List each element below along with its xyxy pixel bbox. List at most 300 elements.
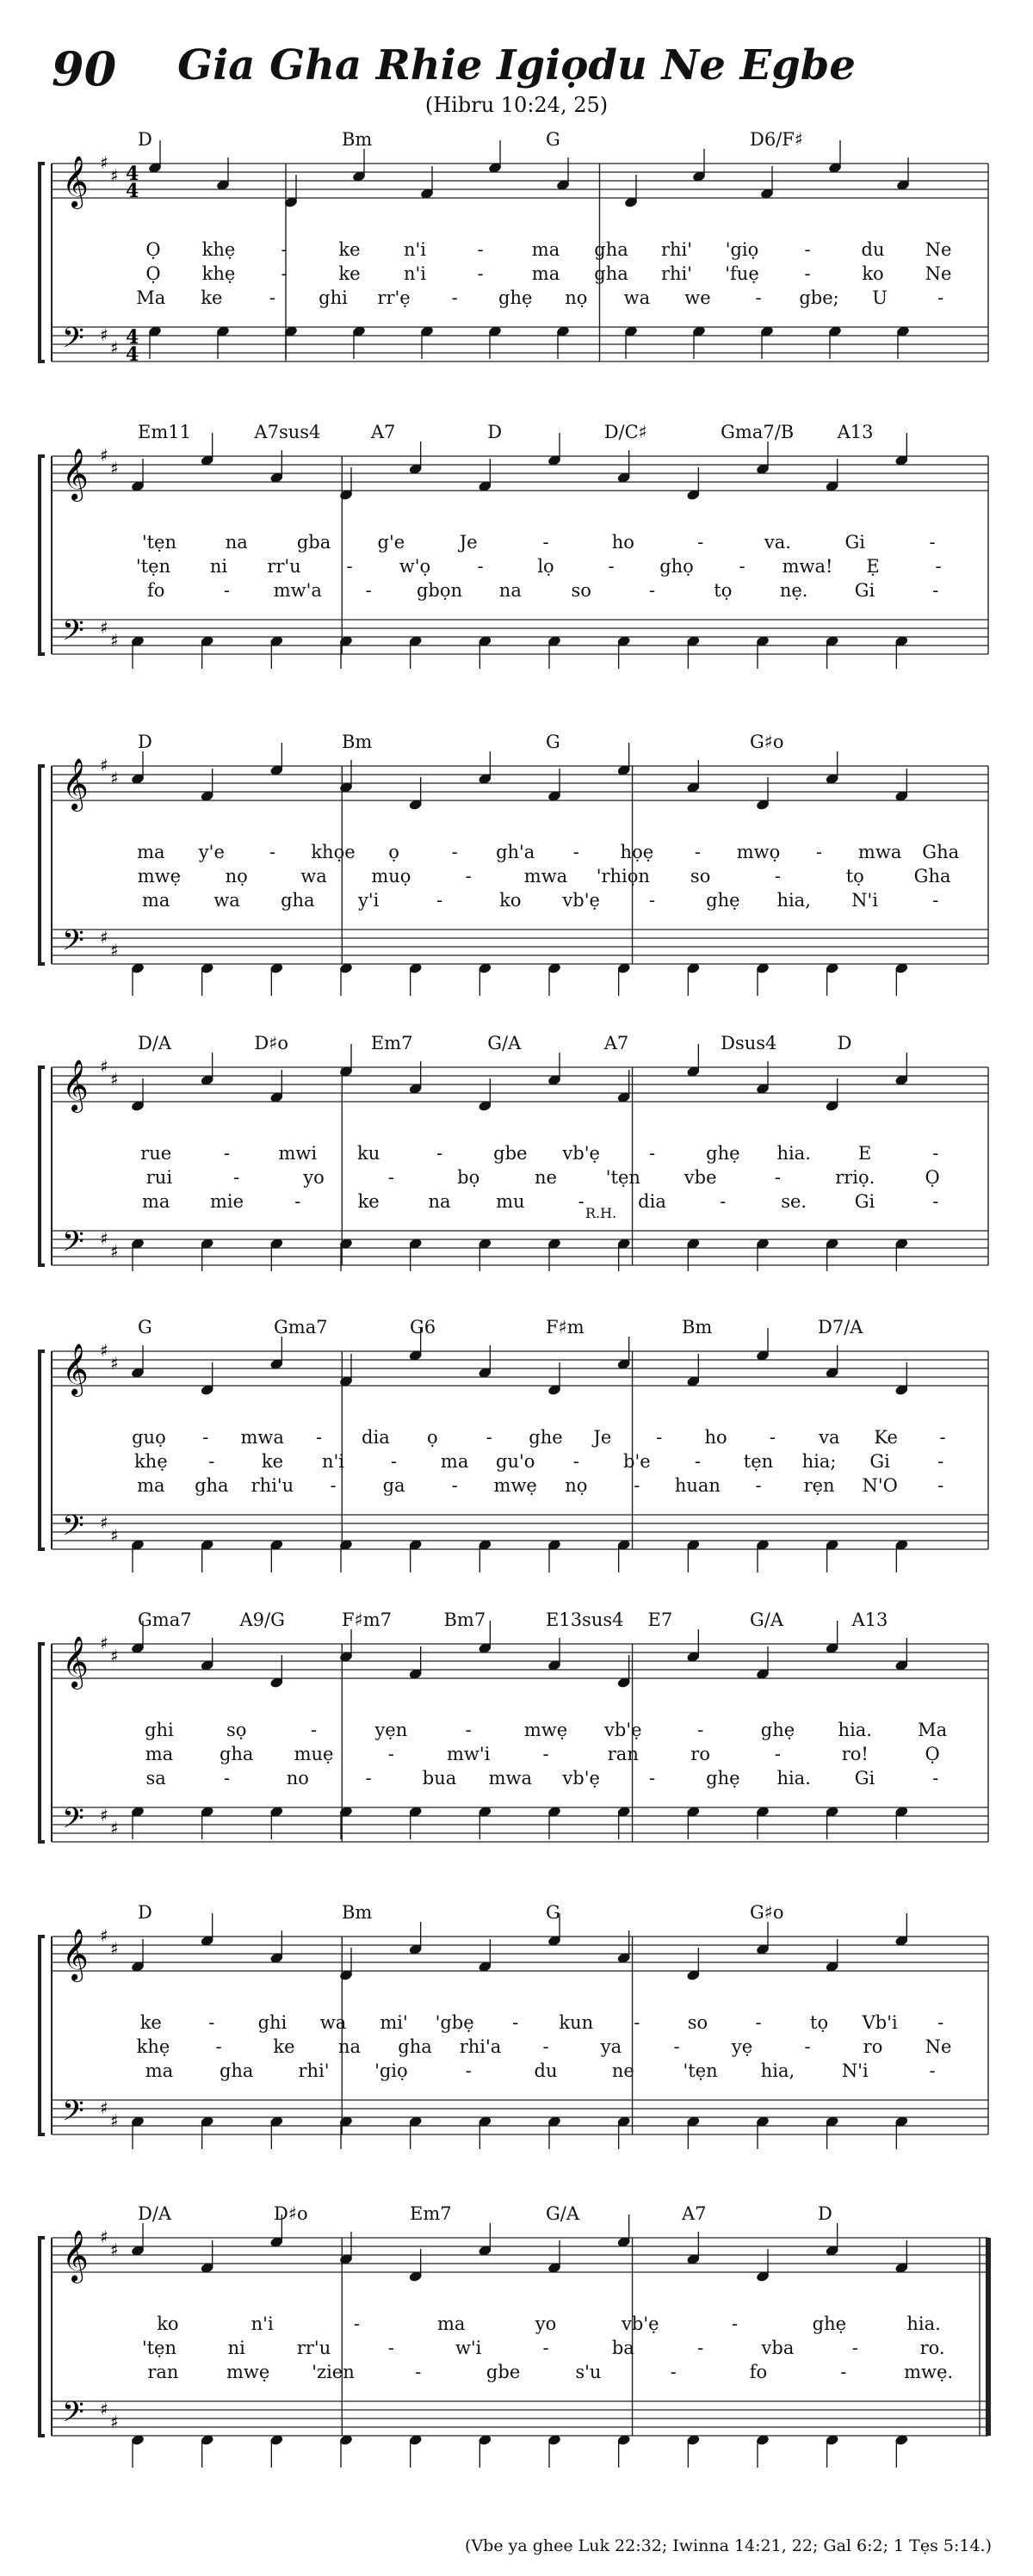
sharp-icon: ♯ (110, 2110, 119, 2131)
lyric-syllable: mwẹ (493, 1475, 537, 1496)
lyric-syllable: - (542, 1744, 549, 1764)
lyric-syllable: ke (338, 239, 361, 260)
lyric-syllable: ghẹ (812, 2313, 847, 2334)
lyric-syllable: gha (219, 1744, 254, 1764)
lyric-syllable: - (269, 842, 275, 862)
lyric-syllable: khọe (311, 842, 356, 862)
lyric-syllable: ro! (841, 1744, 869, 1764)
lyric-syllable: huan (674, 1475, 721, 1496)
lyric-syllable: - (804, 239, 811, 260)
lyric-syllable: Ọ (925, 1744, 940, 1764)
lyric-syllable: nọ (565, 287, 588, 308)
lyric-syllable: - (477, 239, 484, 260)
lyric-syllable: mwa (857, 842, 902, 862)
lyric-syllable: - (281, 239, 288, 260)
sharp-icon: ♯ (110, 1646, 119, 1666)
lyric-syllable: - (391, 1451, 398, 1472)
lyric-syllable: ke (273, 2036, 295, 2057)
lyric-syllable: wa (300, 866, 327, 886)
system-bracket (40, 456, 45, 654)
lyric-syllable: so (687, 2012, 708, 2033)
chord-symbol: G (138, 1317, 152, 1337)
chord-symbol: Gma7/B (721, 422, 795, 442)
lyric-syllable: Ne (925, 239, 952, 260)
lyric-syllable: mwẹ (523, 1720, 568, 1740)
lyric-syllable: nọ (565, 1475, 588, 1496)
lyric-syllable: mie (209, 1191, 244, 1212)
lyric-syllable: rr'ẹ (377, 287, 411, 308)
lyric-syllable: we (684, 287, 711, 308)
lyric-syllable: mwẹ (226, 2362, 270, 2382)
lyric-syllable: - (330, 1475, 337, 1496)
chord-symbol: D (138, 1902, 152, 1923)
lyric-syllable: - (223, 580, 231, 601)
lyric-syllable: ko (499, 890, 522, 911)
lyric-syllable: 'tẹn (683, 2060, 718, 2081)
lyric-syllable: muẹ (294, 1744, 334, 1764)
lyric-syllable: 'tẹn (141, 2338, 176, 2358)
lyric-syllable: Je (459, 532, 478, 553)
lyric-syllable: yo (303, 1167, 325, 1188)
lyric-syllable: g'e (377, 532, 405, 553)
lyric-syllable: rhi' (660, 263, 693, 284)
lyric-syllable: vb'ẹ (562, 1768, 600, 1788)
lyric-syllable: - (937, 287, 944, 308)
lyric-syllable: - (572, 842, 579, 862)
chord-symbol: G6 (410, 1317, 436, 1337)
lyric-syllable: mw'a (273, 580, 322, 601)
bass-clef-icon: 𝄢 (62, 322, 84, 361)
lyric-syllable: gu'o (496, 1451, 535, 1472)
bass-clef-icon: 𝄢 (62, 924, 84, 964)
sharp-icon: ♯ (110, 2412, 119, 2432)
lyric-syllable: - (208, 2012, 215, 2033)
lyric-syllable: kun (559, 2012, 594, 2033)
lyric-syllable: fo (146, 580, 165, 601)
lyric-syllable: Vb'i (862, 2012, 898, 2033)
chord-symbol: G/A (487, 1033, 522, 1053)
lyric-syllable: ghẹ (706, 890, 740, 911)
chord-symbol: G (546, 1902, 560, 1923)
chord-symbol: A7 (603, 1033, 629, 1053)
sharp-icon: ♯ (110, 940, 119, 961)
lyric-syllable: - (755, 2012, 762, 2033)
lyric-syllable: ke (139, 2012, 162, 2033)
lyric-syllable: ke (338, 263, 361, 284)
lyric-syllable: mw'i (446, 1744, 491, 1764)
chord-symbol: G♯o (750, 732, 784, 752)
chord-symbol: D/A (138, 2203, 172, 2224)
chord-symbol: Em7 (370, 1033, 413, 1053)
lyric-syllable: - (436, 1143, 443, 1164)
lyric-syllable: - (656, 1427, 663, 1448)
lyric-syllable: rhi' (298, 2060, 330, 2081)
lyric-syllable: tọ (714, 580, 733, 601)
lyric-syllable: Gi (854, 1768, 875, 1788)
lyric-syllable: - (739, 556, 745, 577)
lyric-syllable: ne (535, 1167, 557, 1188)
lyric-syllable: muọ (371, 866, 411, 886)
lyric-syllable: - (840, 2362, 847, 2382)
chord-symbol: F♯m7 (342, 1609, 393, 1630)
lyric-syllable: rhi'u (251, 1475, 294, 1496)
chord-symbol: G/A (546, 2203, 580, 2224)
chord-symbol: G (546, 732, 560, 752)
sharp-icon: ♯ (100, 927, 108, 948)
chord-symbol: D7/A (818, 1317, 863, 1337)
system-bracket (40, 164, 45, 361)
lyric-syllable: va (819, 1427, 840, 1448)
lyric-syllable: ya (600, 2036, 622, 2057)
lyric-syllable: - (436, 890, 443, 911)
lyric-syllable: 'fuẹ (725, 263, 759, 284)
bass-clef-icon: 𝄢 (62, 615, 84, 654)
lyric-syllable: - (851, 2338, 858, 2358)
lyric-syllable: Gi (854, 1191, 875, 1212)
lyric-syllable: mwa! (782, 556, 833, 577)
lyric-syllable: ghẹ (498, 287, 533, 308)
lyric-syllable: fo (749, 2362, 768, 2382)
chord-symbol: A7 (682, 2203, 707, 2224)
lyric-syllable: - (648, 1768, 656, 1788)
chord-symbol: Em7 (410, 2203, 452, 2224)
lyric-syllable: - (673, 2036, 680, 2057)
chord-symbol: F♯m (546, 1317, 585, 1337)
chord-symbol: G/A (750, 1609, 784, 1630)
lyric-syllable: - (365, 580, 372, 601)
lyric-syllable: ọ (426, 1427, 438, 1448)
lyric-syllable: rue (140, 1143, 172, 1164)
lyric-syllable: - (451, 842, 458, 862)
chord-symbol: D (138, 129, 152, 150)
chord-symbol: Bm (342, 1902, 373, 1923)
lyric-syllable: n'i (251, 2313, 274, 2334)
lyric-syllable: Ma (136, 287, 166, 308)
lyric-syllable: Ọ (145, 263, 161, 284)
chord-symbol: Bm (342, 732, 373, 752)
chord-symbol: D6/F♯ (750, 129, 804, 150)
lyric-syllable: gbe (493, 1143, 528, 1164)
lyric-syllable: vbe (684, 1167, 717, 1188)
lyric-syllable: - (648, 890, 656, 911)
lyric-syllable: ro (690, 1744, 710, 1764)
sharp-icon: ♯ (100, 1805, 108, 1825)
lyric-syllable: - (387, 2338, 394, 2358)
sharp-icon: ♯ (110, 2239, 119, 2260)
lyric-syllable: - (477, 263, 484, 284)
system-6 (0, 1609, 1033, 1893)
lyric-syllable: 'tẹn (141, 532, 176, 553)
lyric-syllable: ma (531, 263, 560, 284)
lyric-syllable: ma (141, 1191, 170, 1212)
lyric-syllable: N'i (851, 890, 878, 911)
sharp-icon: ♯ (100, 1340, 108, 1361)
system-bracket (40, 766, 45, 964)
lyric-syllable: - (202, 1427, 209, 1448)
lyric-syllable: Je (593, 1427, 612, 1448)
lyric-syllable: ro. (919, 2338, 945, 2358)
lyric-syllable: - (697, 1720, 704, 1740)
lyric-syllable: - (935, 556, 942, 577)
sharp-icon: ♯ (100, 2399, 108, 2419)
lyric-syllable: - (608, 556, 615, 577)
lyric-syllable: - (353, 2313, 360, 2334)
lyric-syllable: hia. (776, 1143, 811, 1164)
lyric-syllable: gbe (486, 2362, 521, 2382)
lyric-syllable: ghẹ (706, 1768, 740, 1788)
lyric-syllable: - (451, 287, 458, 308)
sharp-icon: ♯ (110, 1818, 119, 1838)
system-bracket (40, 1067, 45, 1265)
lyric-syllable: Ne (925, 2036, 952, 2057)
lyric-syllable: - (542, 532, 549, 553)
lyric-syllable: ni (227, 2338, 245, 2358)
lyric-syllable: họẹ (620, 842, 654, 862)
treble-clef-icon: 𝄞 (62, 1636, 89, 1688)
chord-symbol: D♯o (254, 1033, 289, 1053)
sharp-icon: ♯ (100, 755, 108, 775)
treble-clef-icon: 𝄞 (62, 1059, 89, 1111)
lyric-syllable: yẹn (374, 1720, 408, 1740)
lyric-syllable: ma (137, 1475, 165, 1496)
lyric-syllable: khẹ (201, 239, 236, 260)
lyric-syllable: Ke (874, 1427, 898, 1448)
sharp-icon: ♯ (110, 1353, 119, 1374)
chord-symbol: A13 (837, 422, 874, 442)
chord-symbol: D (487, 422, 503, 442)
lyric-syllable: khẹ (133, 1451, 168, 1472)
lyric-syllable: gha (281, 890, 315, 911)
lyric-syllable: - (929, 2060, 936, 2081)
lyric-syllable: - (937, 1475, 944, 1496)
lyric-syllable: - (572, 1451, 579, 1472)
lyric-syllable: na (337, 2036, 362, 2057)
lyric-syllable: - (465, 2060, 472, 2081)
lyric-syllable: N'i (841, 2060, 869, 2081)
lyric-syllable: - (315, 1427, 323, 1448)
lyric-syllable: tẹn (743, 1451, 774, 1472)
chord-symbol: Em11 (138, 422, 191, 442)
lyric-syllable: Gha (922, 842, 960, 862)
lyric-syllable: mu (496, 1191, 525, 1212)
treble-clef-icon: 𝄞 (62, 156, 89, 207)
time-signature: 4 (126, 343, 139, 366)
sharp-icon: ♯ (100, 152, 108, 173)
lyric-syllable: - (774, 866, 782, 886)
lyric-syllable: hia; (801, 1451, 837, 1472)
lyric-syllable: mwa (240, 1427, 284, 1448)
lyric-syllable: ku (357, 1143, 380, 1164)
lyric-syllable: ghi (145, 1720, 174, 1740)
lyric-syllable: ma (440, 1451, 469, 1472)
lyric-syllable: ni (209, 556, 228, 577)
lyric-syllable: - (804, 2036, 811, 2057)
lyric-syllable: - (215, 2036, 222, 2057)
bass-clef-icon: 𝄢 (62, 1510, 84, 1549)
chord-symbol: E7 (647, 1609, 673, 1630)
sharp-icon: ♯ (100, 1228, 108, 1249)
sharp-icon: ♯ (110, 1241, 119, 1262)
chord-symbol: Bm (342, 129, 373, 150)
lyric-syllable: - (387, 1167, 394, 1188)
lyric-syllable: rẹn (803, 1475, 835, 1496)
lyric-syllable: - (939, 1427, 946, 1448)
lyric-syllable: na (225, 532, 248, 553)
lyric-syllable: rr'u (296, 2338, 331, 2358)
chord-symbol: A13 (851, 1609, 888, 1630)
lyric-syllable: - (634, 2012, 640, 2033)
lyric-syllable: dia (638, 1191, 666, 1212)
lyric-syllable: va. (764, 532, 791, 553)
lyric-syllable: - (294, 1191, 301, 1212)
lyric-syllable: rhi' (660, 239, 693, 260)
lyric-syllable: ke (261, 1451, 283, 1472)
system-5 (0, 1317, 1033, 1601)
lyric-syllable: ho (704, 1427, 727, 1448)
lyric-syllable: hia. (776, 1768, 811, 1788)
lyric-syllable: mwa (488, 1768, 533, 1788)
lyric-syllable: rhi'a (459, 2036, 502, 2057)
lyric-syllable: wa (319, 2012, 347, 2033)
lyric-syllable: w'ọ (399, 556, 431, 577)
lyric-syllable: - (486, 1427, 492, 1448)
lyric-syllable: sọ (226, 1720, 247, 1740)
scripture-reference: (Hibru 10:24, 25) (424, 93, 609, 117)
sharp-icon: ♯ (110, 337, 119, 358)
chord-symbol: D (818, 2203, 832, 2224)
lyric-syllable: sa (145, 1768, 166, 1788)
lyric-syllable: gha (398, 2036, 432, 2057)
lyric-syllable: hia, (776, 890, 811, 911)
hymn-title: Gia Gha Rhie Igiọdu Ne Egbe (177, 41, 856, 90)
lyric-syllable: - (937, 2012, 944, 2033)
lyric-syllable: - (281, 263, 288, 284)
lyric-syllable: hia, (760, 2060, 795, 2081)
bass-clef-icon: 𝄢 (62, 2095, 84, 2134)
lyric-syllable: ma (531, 239, 560, 260)
treble-clef-icon: 𝄞 (62, 1929, 89, 1980)
lyric-syllable: - (670, 2362, 677, 2382)
hymn-number: 90 (52, 41, 117, 96)
lyric-syllable: - (477, 556, 484, 577)
chord-symbol: D/C♯ (603, 422, 647, 442)
lyric-syllable: Ẹ (866, 556, 880, 577)
chord-symbol: Gma7 (138, 1609, 192, 1630)
lyric-syllable: tọ (810, 2012, 829, 2033)
lyric-syllable: Gi (854, 580, 875, 601)
lyric-syllable: 'rhiọn (596, 866, 650, 886)
lyric-syllable: - (346, 556, 353, 577)
lyric-syllable: - (415, 2362, 422, 2382)
lyric-syllable: rr'u (267, 556, 301, 577)
lyric-syllable: - (542, 2036, 549, 2057)
lyric-syllable: - (694, 842, 701, 862)
bass-clef-icon: 𝄢 (62, 1802, 84, 1842)
lyric-syllable: y'e (198, 842, 225, 862)
lyric-syllable: vba (761, 2338, 795, 2358)
lyric-syllable: vb'ẹ (562, 890, 600, 911)
sharp-icon: ♯ (100, 1925, 108, 1946)
lyric-syllable: gbe; (799, 287, 839, 308)
lyric-syllable: gha (594, 239, 628, 260)
sharp-icon: ♯ (100, 445, 108, 466)
lyric-syllable: Gi (844, 532, 866, 553)
lyric-syllable: ghẹ (760, 1720, 795, 1740)
lyric-syllable: ma (437, 2313, 466, 2334)
lyric-syllable: - (512, 2012, 519, 2033)
lyric-syllable: ghẹ (706, 1143, 740, 1164)
lyric-syllable: wa (213, 890, 240, 911)
lyric-syllable: - (932, 1768, 939, 1788)
chord-symbol: E13sus4 (546, 1609, 624, 1630)
lyric-syllable: Ma (918, 1720, 948, 1740)
chord-symbol: D (138, 732, 152, 752)
sharp-icon: ♯ (110, 630, 119, 651)
lyric-syllable: - (804, 263, 811, 284)
system-7 (0, 1902, 1033, 2186)
lyric-syllable: khẹ (136, 2036, 170, 2057)
chord-symbol: G (546, 129, 560, 150)
lyric-syllable: hia. (838, 1720, 872, 1740)
lyric-syllable: gba (296, 532, 331, 553)
sharp-icon: ♯ (100, 1512, 108, 1533)
lyric-syllable: ko (157, 2313, 179, 2334)
bass-clef-icon: 𝄢 (62, 2396, 84, 2436)
treble-clef-icon: 𝄞 (62, 448, 89, 500)
system-bracket (40, 1937, 45, 2134)
lyric-syllable: b'e (623, 1451, 651, 1472)
lyric-syllable: - (694, 1451, 701, 1472)
lyric-syllable: Gi (869, 1451, 890, 1472)
lyric-syllable: 'zien (312, 2362, 355, 2382)
lyric-syllable: du (534, 2060, 558, 2081)
lyric-syllable: - (208, 1451, 215, 1472)
lyric-syllable: so (571, 580, 591, 601)
lyric-syllable: nọ (225, 866, 248, 886)
lyric-syllable: yẹ (731, 2036, 753, 2057)
lyric-syllable: mwọ (736, 842, 781, 862)
chord-symbol: D/A (138, 1033, 172, 1053)
lyric-syllable: - (465, 1720, 472, 1740)
lyric-syllable: khẹ (201, 263, 236, 284)
lyric-syllable: ghi (257, 2012, 288, 2033)
lyric-syllable: - (451, 1475, 458, 1496)
lyric-syllable: - (932, 580, 939, 601)
lyric-syllable: - (634, 1475, 640, 1496)
lyric-syllable: - (731, 2313, 739, 2334)
lyric-syllable: bọ (457, 1167, 480, 1188)
lyric-syllable: nẹ. (779, 580, 808, 601)
lyric-syllable: - (578, 1191, 585, 1212)
lyric-syllable: - (697, 2338, 704, 2358)
sharp-icon: ♯ (100, 1633, 108, 1653)
lyric-syllable: ga (382, 1475, 405, 1496)
lyric-syllable: se. (781, 1191, 807, 1212)
lyric-syllable: - (932, 1143, 939, 1164)
lyric-syllable: n'i (403, 239, 427, 260)
chord-symbol: D♯o (274, 2203, 308, 2224)
system-1 (0, 129, 1033, 413)
lyric-syllable: - (365, 1768, 372, 1788)
lyric-syllable: n'i (321, 1451, 345, 1472)
chord-symbol: Gma7 (274, 1317, 328, 1337)
lyric-syllable: gha (594, 263, 628, 284)
system-8 (0, 2203, 1033, 2487)
lyric-syllable: rui (145, 1167, 173, 1188)
lyric-syllable: gha (195, 1475, 229, 1496)
lyric-syllable: - (774, 1744, 782, 1764)
lyric-syllable: ke (201, 287, 223, 308)
